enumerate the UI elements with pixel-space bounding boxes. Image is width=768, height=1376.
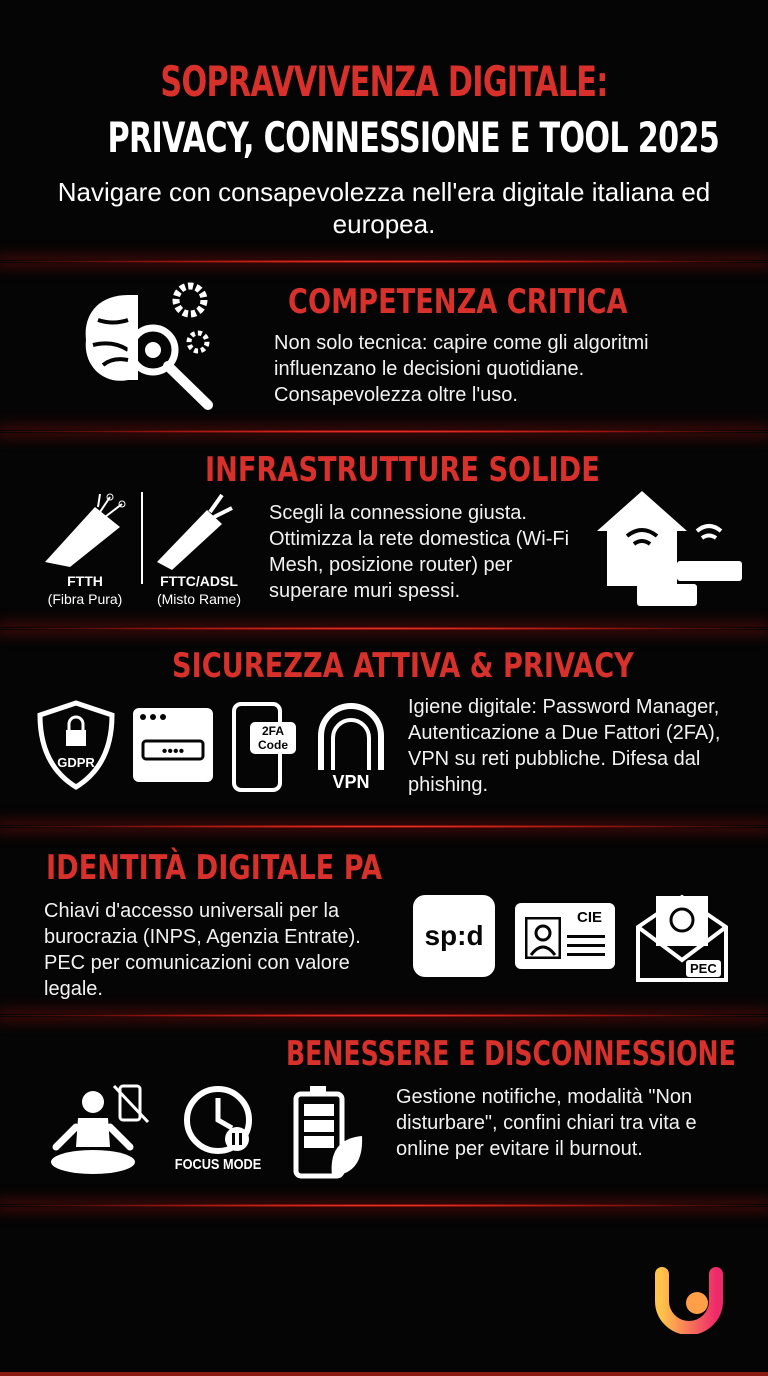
title-line-1: SOPRAVVIVENZA DIGITALE: bbox=[160, 57, 608, 106]
cable-fttc: FTTC/ADSL (Misto Rame) bbox=[156, 573, 241, 607]
divider bbox=[0, 260, 768, 263]
section-title: SICUREZZA ATTIVA & PRIVACY bbox=[172, 646, 634, 686]
section-text: Scegli la connessione giusta. Ottimizza la rete domestica (Wi-Fi Mesh, posizione router) per superare muri spessi. bbox=[269, 502, 570, 602]
section-title: COMPETENZA CRITICA bbox=[288, 282, 628, 322]
pec-envelope-icon: PEC bbox=[636, 892, 728, 982]
divider bbox=[0, 1204, 768, 1207]
subtitle: Navigare con consapevolezza nell'era digitale italiana ed europea. bbox=[57, 177, 711, 239]
svg-text:••••: •••• bbox=[161, 743, 185, 760]
section-text: Gestione notifiche, modalità "Non disturbare", confini chiari tra vita e online per evitare il burnout. bbox=[396, 1086, 697, 1160]
brand-logo bbox=[654, 1266, 724, 1334]
cie-card-icon: CIE bbox=[515, 903, 615, 969]
divider bbox=[0, 627, 768, 630]
divider bbox=[0, 1014, 768, 1017]
meditation-no-phone-icon bbox=[48, 1082, 153, 1180]
fiber-cable-icon bbox=[40, 492, 130, 570]
section-title: IDENTITÀ DIGITALE PA bbox=[46, 848, 383, 888]
section-text: Chiavi d'accesso universali per la burocrazia (INPS, Agenzia Entrate). PEC per comunicazioni con valore legale. bbox=[44, 900, 361, 1000]
divider bbox=[141, 492, 143, 584]
bottom-border bbox=[0, 1372, 768, 1376]
2fa-phone-icon: 2FA Code bbox=[232, 702, 298, 792]
copper-cable-icon bbox=[152, 492, 242, 570]
focus-mode-icon: FOCUS MODE bbox=[166, 1084, 270, 1173]
brain-gear-icon bbox=[78, 280, 218, 410]
section-text: Non solo tecnica: capire come gli algoritmi influenzano le decisioni quotidiane. Consapevolezza oltre l'uso. bbox=[274, 332, 649, 406]
battery-leaf-icon bbox=[292, 1084, 364, 1180]
password-manager-icon bbox=[133, 708, 213, 782]
gdpr-shield-icon: GDPR bbox=[36, 700, 116, 790]
divider bbox=[0, 825, 768, 828]
vpn-tunnel-icon: VPN bbox=[315, 702, 387, 794]
cable-ftth: FTTH (Fibra Pura) bbox=[47, 573, 123, 607]
divider bbox=[0, 430, 768, 433]
section-title: BENESSERE E DISCONNESSIONE bbox=[286, 1034, 736, 1074]
section-text: Igiene digitale: Password Manager, Autenticazione a Due Fattori (2FA), VPN su reti pubbliche. Difesa dal phishing. bbox=[408, 696, 721, 796]
spid-logo: sp:d bbox=[413, 895, 495, 977]
title-line-2: PRIVACY, CONNESSIONE E TOOL 2025 bbox=[107, 113, 720, 162]
section-title: INFRASTRUTTURE SOLIDE bbox=[205, 450, 600, 490]
home-router-icon bbox=[592, 486, 747, 611]
